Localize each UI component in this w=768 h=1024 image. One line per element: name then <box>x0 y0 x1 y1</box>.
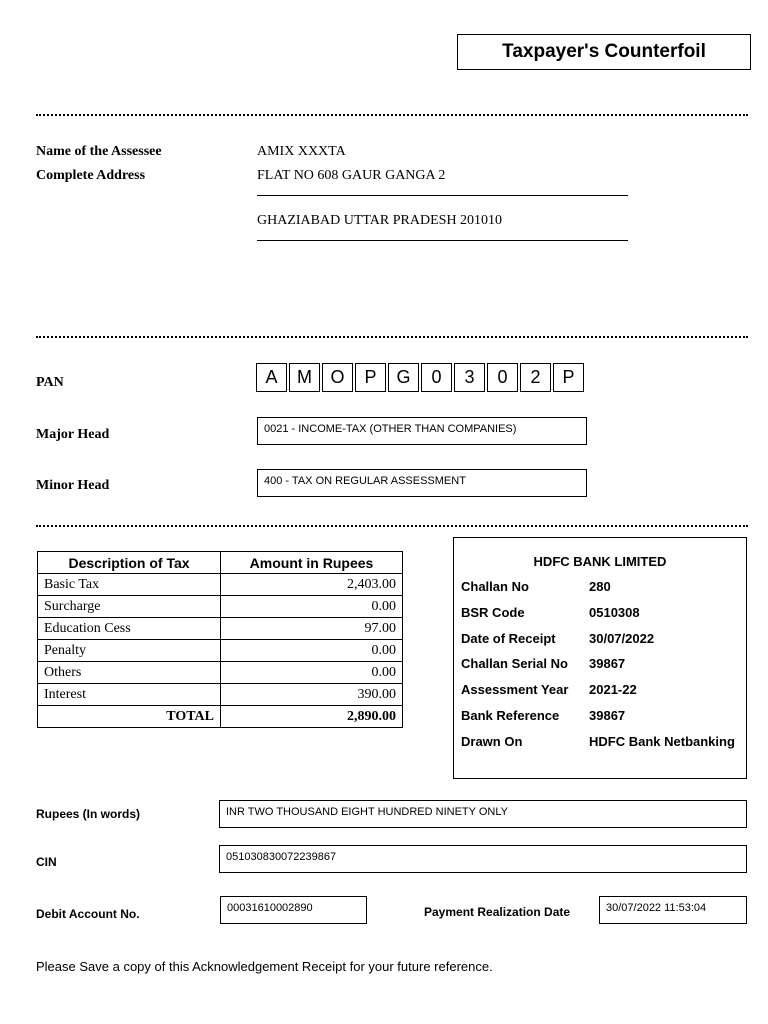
pan-char: 3 <box>454 363 485 392</box>
bank-name: HDFC BANK LIMITED <box>533 554 667 569</box>
date-of-receipt-label: Date of Receipt <box>461 631 556 646</box>
tax-desc: Education Cess <box>38 618 221 640</box>
debit-account-label: Debit Account No. <box>36 907 140 921</box>
debit-account-field: 00031610002890 <box>220 896 367 924</box>
assessment-year-label: Assessment Year <box>461 682 569 697</box>
address-line-1: FLAT NO 608 GAUR GANGA 2 <box>257 168 446 183</box>
challan-serial-value: 39867 <box>589 656 626 671</box>
challan-no-label: Challan No <box>461 579 529 594</box>
tax-desc: Surcharge <box>38 596 221 618</box>
challan-no-value: 280 <box>589 579 611 594</box>
pan-char: 2 <box>520 363 551 392</box>
address-label: Complete Address <box>36 168 146 183</box>
tax-amt: 390.00 <box>221 684 403 706</box>
table-row <box>38 684 403 706</box>
pan-char: P <box>553 363 584 392</box>
tax-col-desc-header: Description of Tax <box>38 552 221 574</box>
minor-head-label: Minor Head <box>36 478 110 493</box>
table-total-row <box>38 706 403 728</box>
address-underline-2 <box>257 240 628 241</box>
address-underline-1 <box>257 195 628 196</box>
pan-char: P <box>355 363 386 392</box>
drawn-on-value: HDFC Bank Netbanking <box>589 734 735 749</box>
bsr-code-value: 0510308 <box>589 605 640 620</box>
total-label: TOTAL <box>38 706 221 728</box>
table-row <box>38 596 403 618</box>
pan-char: M <box>289 363 320 392</box>
cin-field: 051030830072239867 <box>219 845 747 873</box>
bsr-code-label: BSR Code <box>461 605 525 620</box>
minor-head-field: 400 - TAX ON REGULAR ASSESSMENT <box>257 469 587 497</box>
payment-realization-label: Payment Realization Date <box>424 905 571 919</box>
dotted-divider <box>36 114 748 116</box>
pan-char: G <box>388 363 419 392</box>
bank-reference-label: Bank Reference <box>461 708 560 723</box>
pan-char: 0 <box>421 363 452 392</box>
pan-char: O <box>322 363 353 392</box>
tax-amt: 0.00 <box>221 640 403 662</box>
tax-amt: 0.00 <box>221 662 403 684</box>
table-row <box>38 618 403 640</box>
tax-desc: Penalty <box>38 640 221 662</box>
tax-amt: 97.00 <box>221 618 403 640</box>
assessee-name-value: AMIX XXXTA <box>257 144 346 159</box>
table-row <box>38 662 403 684</box>
assessee-name-label: Name of the Assessee <box>36 144 162 159</box>
table-row <box>38 574 403 596</box>
tax-desc: Basic Tax <box>38 574 221 596</box>
table-row <box>38 640 403 662</box>
rupees-words-label: Rupees (In words) <box>36 807 141 821</box>
page-title: Taxpayer's Counterfoil <box>457 34 751 70</box>
address-line-2: GHAZIABAD UTTAR PRADESH 201010 <box>257 213 503 228</box>
payment-realization-field: 30/07/2022 11:53:04 <box>599 896 747 924</box>
total-amount: 2,890.00 <box>221 706 403 728</box>
bank-details-box <box>453 537 747 779</box>
rupees-words-field: INR TWO THOUSAND EIGHT HUNDRED NINETY ONLY <box>219 800 747 828</box>
pan-label: PAN <box>36 375 64 390</box>
assessment-year-value: 2021-22 <box>589 682 637 697</box>
major-head-label: Major Head <box>36 427 110 442</box>
tax-desc: Interest <box>38 684 221 706</box>
drawn-on-label: Drawn On <box>461 734 523 749</box>
major-head-field: 0021 - INCOME-TAX (OTHER THAN COMPANIES) <box>257 417 587 445</box>
tax-amt: 2,403.00 <box>221 574 403 596</box>
dotted-divider <box>36 525 748 527</box>
tax-amt: 0.00 <box>221 596 403 618</box>
tax-desc: Others <box>38 662 221 684</box>
challan-serial-label: Challan Serial No <box>461 656 568 671</box>
pan-char: A <box>256 363 287 392</box>
cin-label: CIN <box>36 855 57 869</box>
footer-note: Please Save a copy of this Acknowledgement Receipt for your future reference. <box>36 959 493 974</box>
pan-char: 0 <box>487 363 518 392</box>
pan-boxes <box>256 363 584 392</box>
tax-table <box>37 551 403 728</box>
bank-reference-value: 39867 <box>589 708 626 723</box>
date-of-receipt-value: 30/07/2022 <box>589 631 655 646</box>
tax-col-amt-header: Amount in Rupees <box>221 552 403 574</box>
dotted-divider <box>36 336 748 338</box>
